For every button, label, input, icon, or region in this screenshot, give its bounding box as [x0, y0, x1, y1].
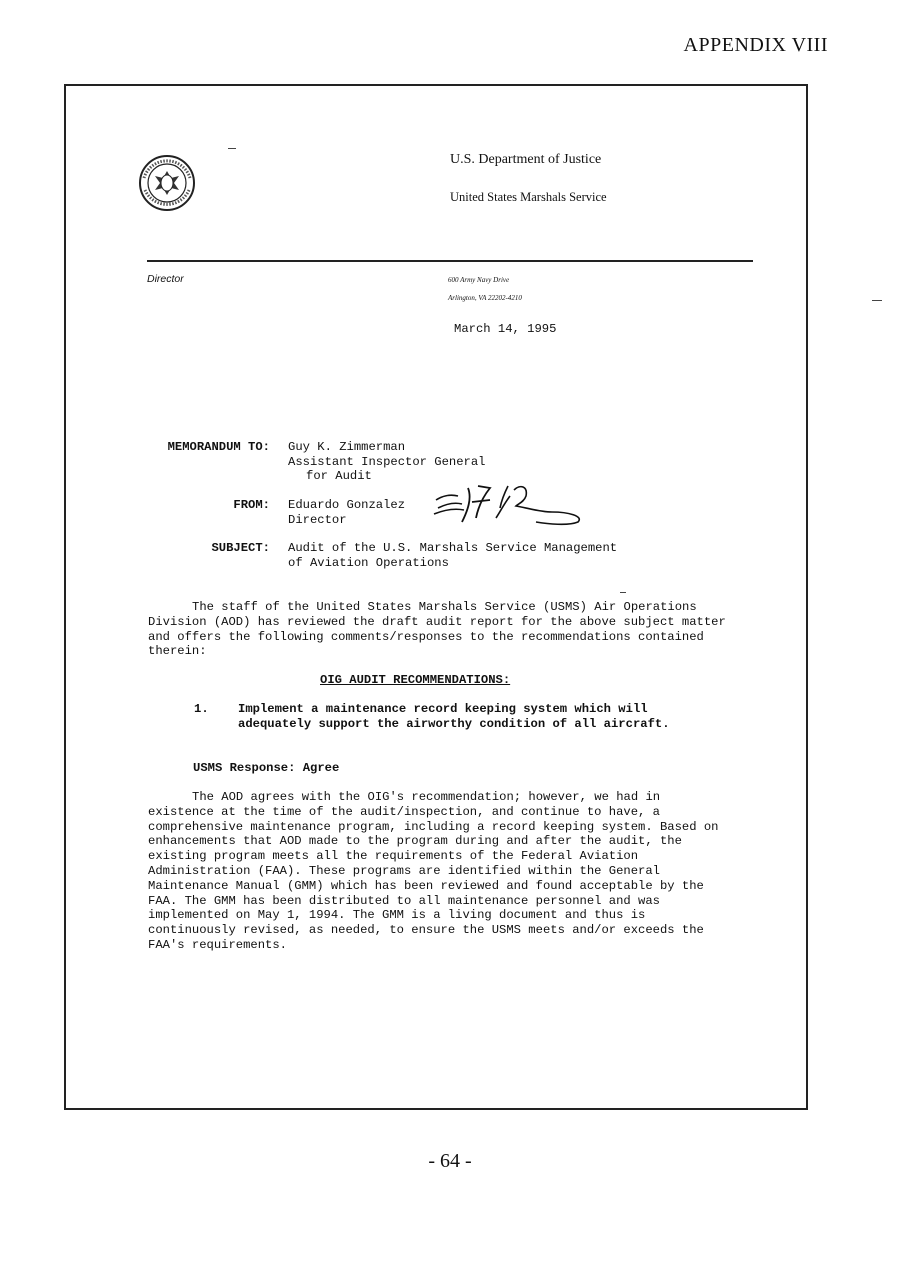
address-line-2: Arlington, VA 22202-4210	[448, 294, 522, 302]
intro-paragraph	[148, 600, 728, 659]
memo-subject-line-1: Audit of the U.S. Marshals Service Management	[288, 541, 618, 555]
memo-to-label: MEMORANDUM TO:	[167, 440, 270, 454]
memo-from-label: FROM:	[233, 498, 270, 512]
letterhead-divider	[147, 260, 753, 262]
doj-seal-icon	[138, 154, 196, 212]
memo-subject-line-2: of Aviation Operations	[288, 556, 449, 570]
department-name: U.S. Department of Justice	[450, 152, 602, 167]
response-heading: USMS Response: Agree	[193, 761, 340, 775]
scan-mark	[620, 592, 626, 593]
service-name: United States Marshals Service	[450, 190, 607, 204]
page-frame	[64, 84, 808, 1110]
signature	[428, 478, 596, 530]
recommendation-number: 1.	[194, 702, 209, 716]
memo-to-title-line-1: Assistant Inspector General	[288, 455, 486, 469]
intro-paragraph-text: The staff of the United States Marshals Service (USMS) Air Operations Division (AOD) has reviewed the draft audit report for the above subject matter and offers the following comments/responses to the recommendations contained therein:	[148, 600, 726, 659]
address-line-1: 600 Army Navy Drive	[448, 276, 510, 284]
page-number: - 64 -	[428, 1150, 472, 1172]
response-paragraph-text: The AOD agrees with the OIG's recommendation; however, we had in existence at the time of the audit/inspection, and continue to have, a comprehensive maintenance program, including a record keeping system. Based on enhancements that AOD made to the program during and after the audit, the existing program meets all the requirements of the Federal Aviation Administration (FAA). These programs are identified within the General Maintenance Manual (GMM) which has been reviewed and found acceptable by the FAA. The GMM has been distributed to all maintenance personnel and was implemented on May 1, 1994. The GMM is a living document and thus is continuously revised, as needed, to ensure the USMS meets and/or exceeds the FAA's requirements.	[148, 790, 719, 952]
sender-office: Director	[147, 273, 184, 285]
memo-from-name: Eduardo Gonzalez	[288, 498, 406, 512]
response-paragraph	[148, 790, 728, 953]
scan-mark	[228, 148, 236, 149]
recommendation-text: Implement a maintenance record keeping system which will adequately support the airworthy condition of all aircraft.	[238, 702, 670, 731]
memo-to-name: Guy K. Zimmerman	[288, 440, 406, 454]
memo-subject-label: SUBJECT:	[211, 541, 270, 555]
appendix-label: APPENDIX VIII	[683, 34, 828, 56]
memo-date: March 14, 1995	[454, 322, 557, 336]
memo-from-title: Director	[288, 513, 347, 527]
recommendations-heading: OIG AUDIT RECOMMENDATIONS:	[320, 673, 511, 687]
memo-to-title-line-2: for Audit	[306, 469, 372, 483]
scan-mark	[872, 300, 882, 301]
